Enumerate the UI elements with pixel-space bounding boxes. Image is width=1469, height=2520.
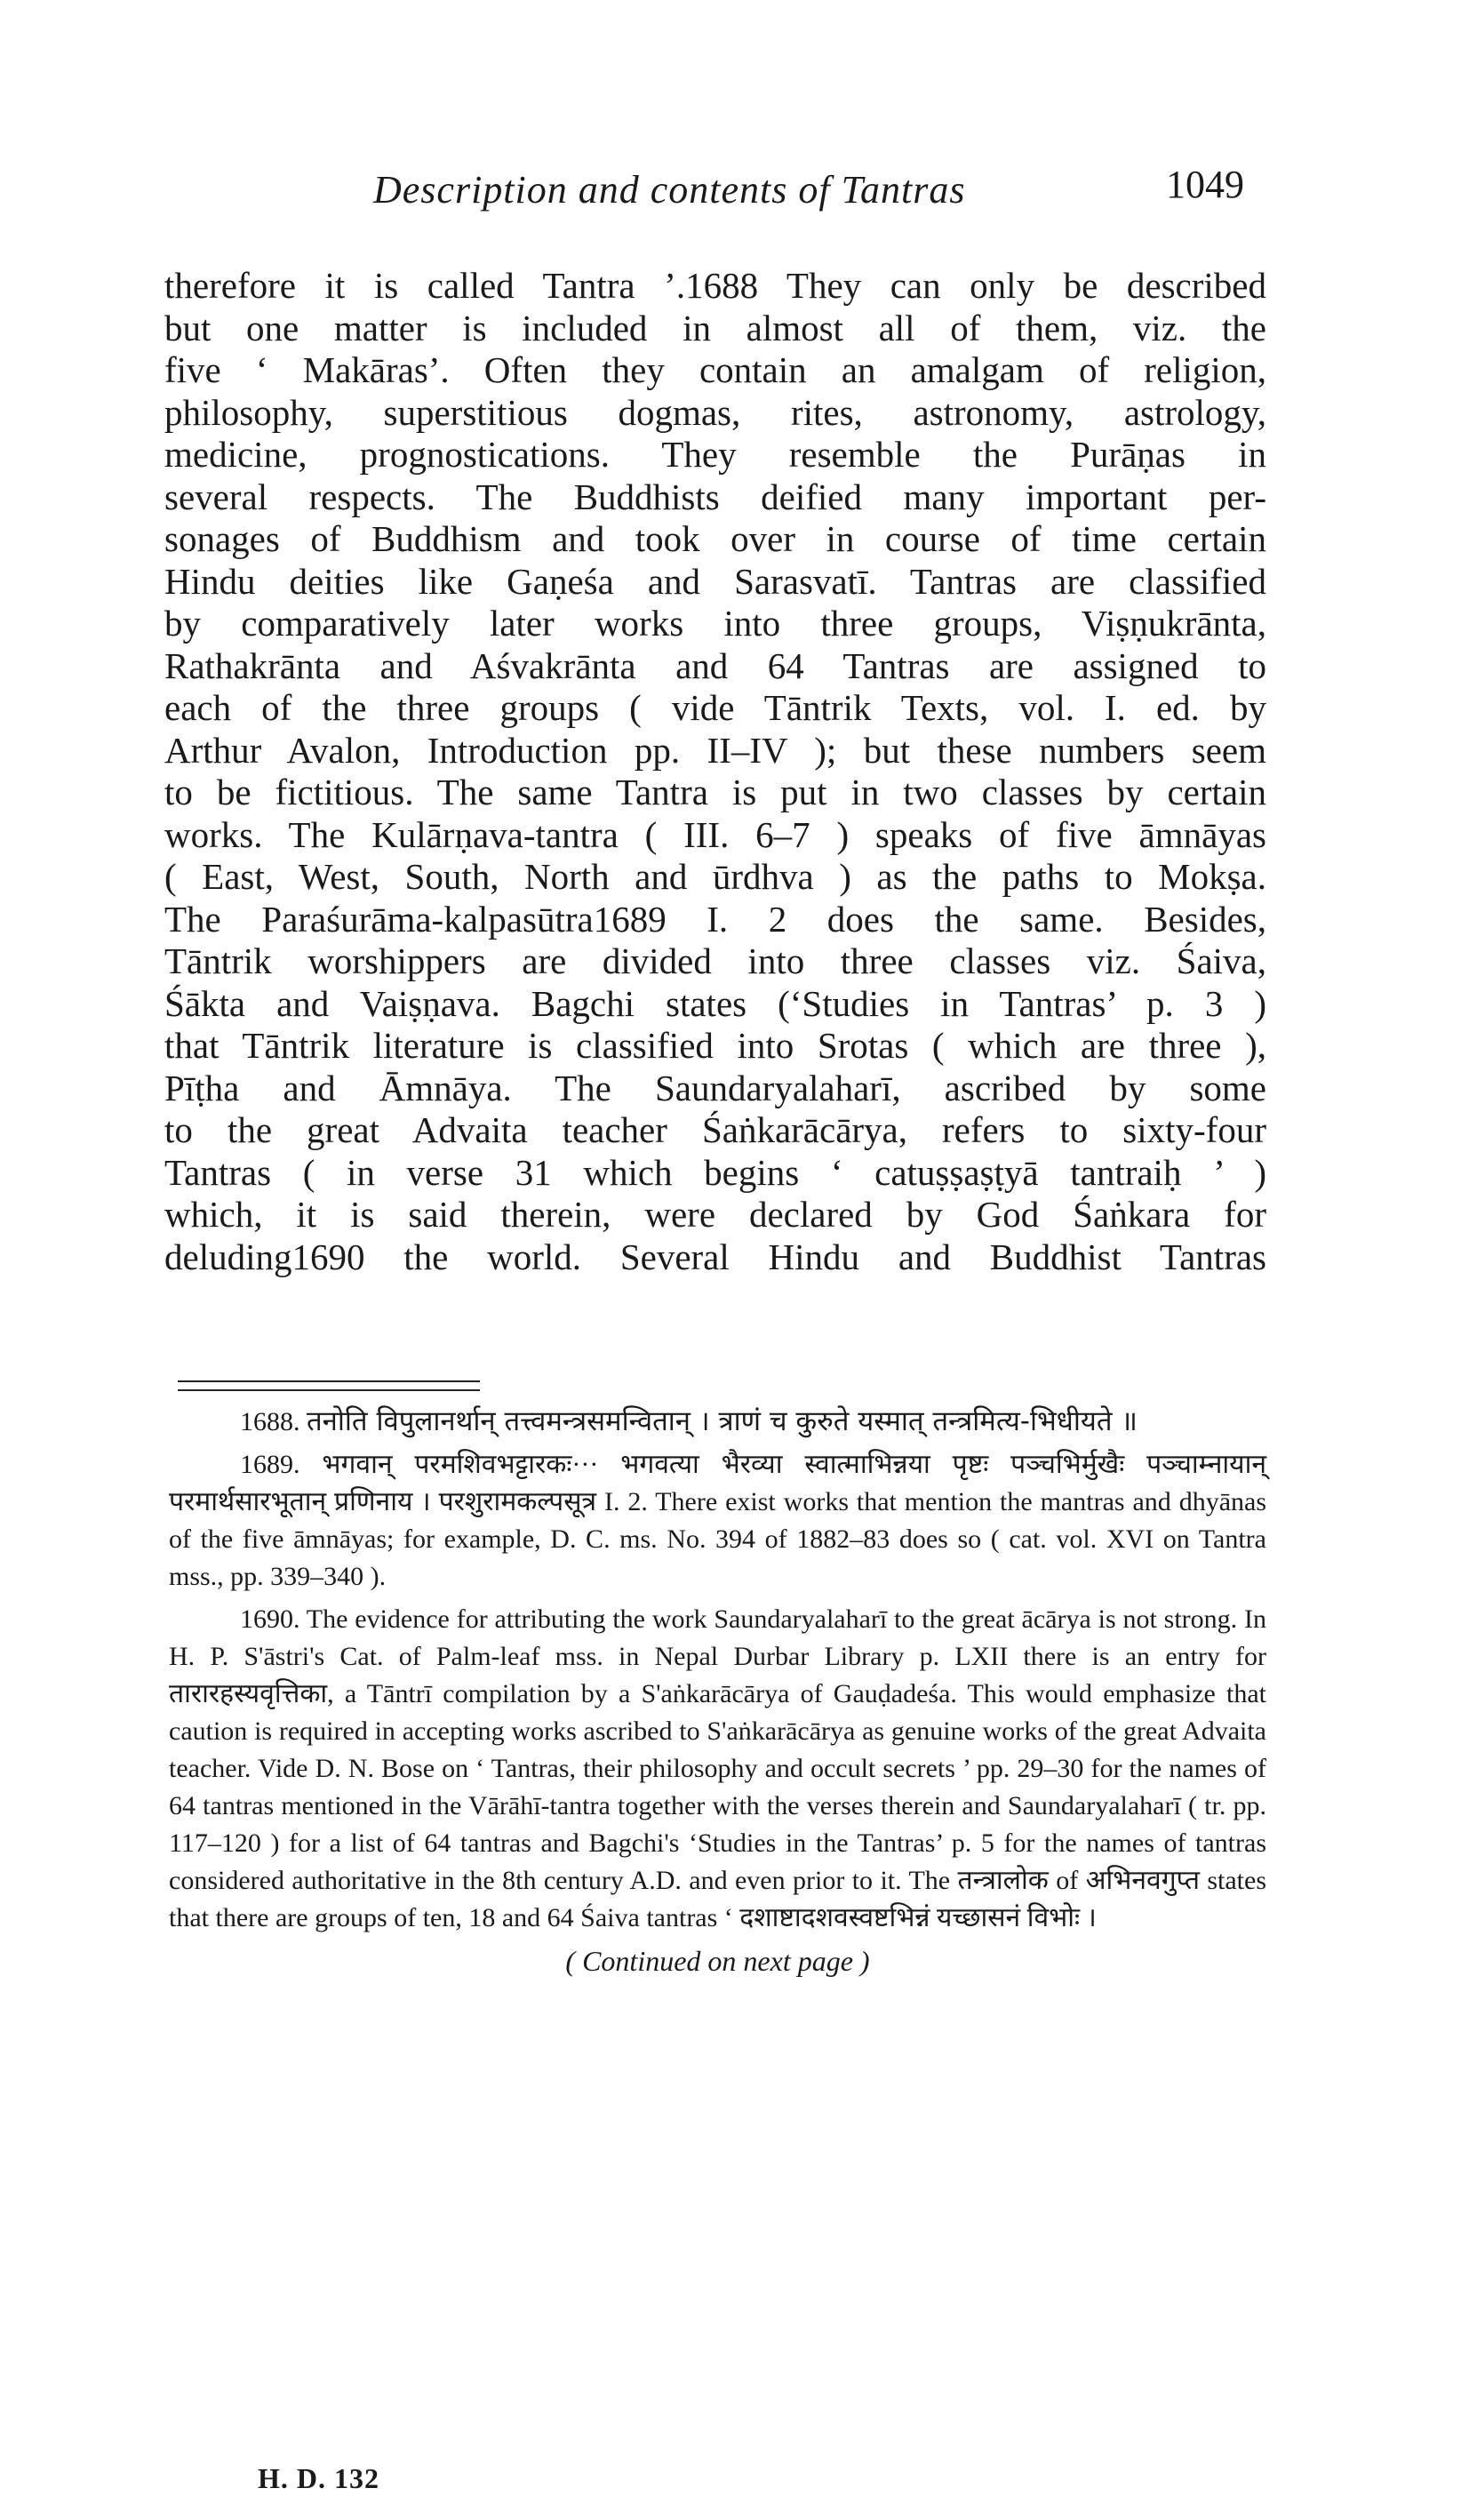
body-line: that Tāntrik literature is classified into Srotas ( which are three ), — [164, 1025, 1266, 1066]
body-line: ( East, West, South, North and ūrdhva ) as the paths to Mokṣa. — [164, 856, 1266, 897]
footnote-divider — [178, 1389, 480, 1391]
body-line: Rathakrānta and Aśvakrānta and 64 Tantras are assigned to — [164, 644, 1266, 686]
body-line: philosophy, superstitious dogmas, rites, astronomy, astrology, — [164, 391, 1266, 433]
body-line: Pīṭha and Āmnāya. The Saundaryalaharī, ascribed by some — [164, 1067, 1266, 1108]
body-line: Śākta and Vaiṣṇava. Bagchi states (‘Studies in Tantras’ p. 3 ) — [164, 982, 1266, 1024]
footnote-1690 — [169, 1601, 1266, 1937]
continued-note: ( Continued on next page ) — [565, 1945, 870, 1977]
body-line: which, it is said therein, were declared by God Śaṅkara for — [164, 1194, 1266, 1235]
body-line: The Paraśurāma-kalpasūtra1689 I. 2 does the same. Besides, — [164, 898, 1266, 940]
body-line: deluding1690 the world. Several Hindu and Buddhist Tantras — [164, 1236, 1266, 1277]
footnote-number: 1689. — [240, 1450, 300, 1479]
body-line: Arthur Avalon, Introduction pp. II–IV ); but these numbers seem — [164, 729, 1266, 771]
body-line: Hindu deities like Gaṇeśa and Sarasvatī. Tantras are classified — [164, 560, 1266, 602]
body-line: but one matter is included in almost all of them, viz. the — [164, 307, 1266, 348]
body-line: sonages of Buddhism and took over in course of time certain — [164, 518, 1266, 559]
footnotes — [169, 1403, 1266, 1980]
footnote-1688 — [169, 1403, 1266, 1441]
body-line: five ‘ Makāras’. Often they contain an amalgam of religion, — [164, 349, 1266, 390]
page-number: 1049 — [1166, 163, 1244, 206]
body-line: therefore it is called Tantra ’.1688 They can only be described — [164, 265, 1266, 306]
body-line: to the great Advaita teacher Śaṅkarācārya, refers to sixty-four — [164, 1109, 1266, 1150]
footnote-number: 1688. — [240, 1407, 300, 1436]
body-line: each of the three groups ( vide Tāntrik Texts, vol. I. ed. by — [164, 687, 1266, 728]
body-line: several respects. The Buddhists deified many important per- — [164, 476, 1266, 517]
body-line: by comparatively later works into three groups, Viṣṇukrānta, — [164, 603, 1266, 644]
body-line: to be fictitious. The same Tantra is put in two classes by certain — [164, 772, 1266, 812]
footnote-1689 — [169, 1446, 1266, 1596]
footnote-number: 1690. — [240, 1604, 300, 1634]
running-title: Description and contents of Tantras — [373, 168, 966, 212]
running-header — [169, 163, 1262, 220]
footnote-text: तनोति विपुलानर्थान् तत्त्वमन्त्रसमन्वितान् । त्राणं च कुरुते यस्मात् तन्त्रमित्य-भिधीयते ॥ — [307, 1405, 1138, 1437]
signature-mark: H. D. 132 — [258, 2462, 379, 2494]
body-line: medicine, prognostications. They resemble the Purāṇas in — [164, 434, 1266, 475]
body-line: Tāntrik worshippers are divided into three classes viz. Śaiva, — [164, 940, 1266, 981]
body-line: Tantras ( in verse 31 which begins ‘ catuṣṣaṣṭyā tantraiḥ ’ ) — [164, 1151, 1266, 1193]
body-text — [164, 265, 1266, 1278]
footnote-text: The evidence for attributing the work Saundaryalaharī to the great ācārya is not strong. In H. P. S'āstri's Cat. of Palm-leaf mss. in Nepal Durbar Library p. LXII there is an entry for तारारहस्यवृत्तिका, a Tāntrī compilation by a S'aṅkarācārya of Gauḍadeśa. This would emphasize that caution is required in accepting works ascribed to S'aṅkarācārya as genuine works of the great Advaita teacher. Vide D. N. Bose on ‘ Tantras, their philosophy and occult secrets ’ pp. 29–30 for the names of 64 tantras mentioned in the Vārāhī-tantra together with the verses therein and Saundaryalaharī ( tr. pp. 117–120 ) for a list of 64 tantras and Bagchi's ‘Studies in the Tantras’ p. 5 for the names of tantras considered authoritative in the 8th century A.D. and even prior to it. The तन्त्रालोक of अभिनवगुप्त states that there are groups of ten, 18 and 64 Śaiva tantras ‘ दशाष्टादशवस्वष्टभिन्नं यच्छासनं विभोः । — [169, 1604, 1266, 1932]
footnote-divider — [178, 1380, 480, 1382]
footnote-text: भगवान् परमशिवभट्टारकः··· भगवत्या भैरव्या स्वात्माभिन्नया पृष्टः पञ्चभिर्मुखैः पञ्चाम्नायान् परमार्थसारभूतान् प्रणिनाय । परशुरामकल्पसूत्र I. 2. There exist works that mention the mantras and dhyānas of the five āmnāyas; for example, D. C. ms. No. 394 of 1882–83 does so ( cat. vol. XVI on Tantra mss., pp. 339–340 ). — [169, 1450, 1266, 1591]
body-line: works. The Kulārṇava-tantra ( III. 6–7 ) speaks of five āmnāyas — [164, 813, 1266, 855]
